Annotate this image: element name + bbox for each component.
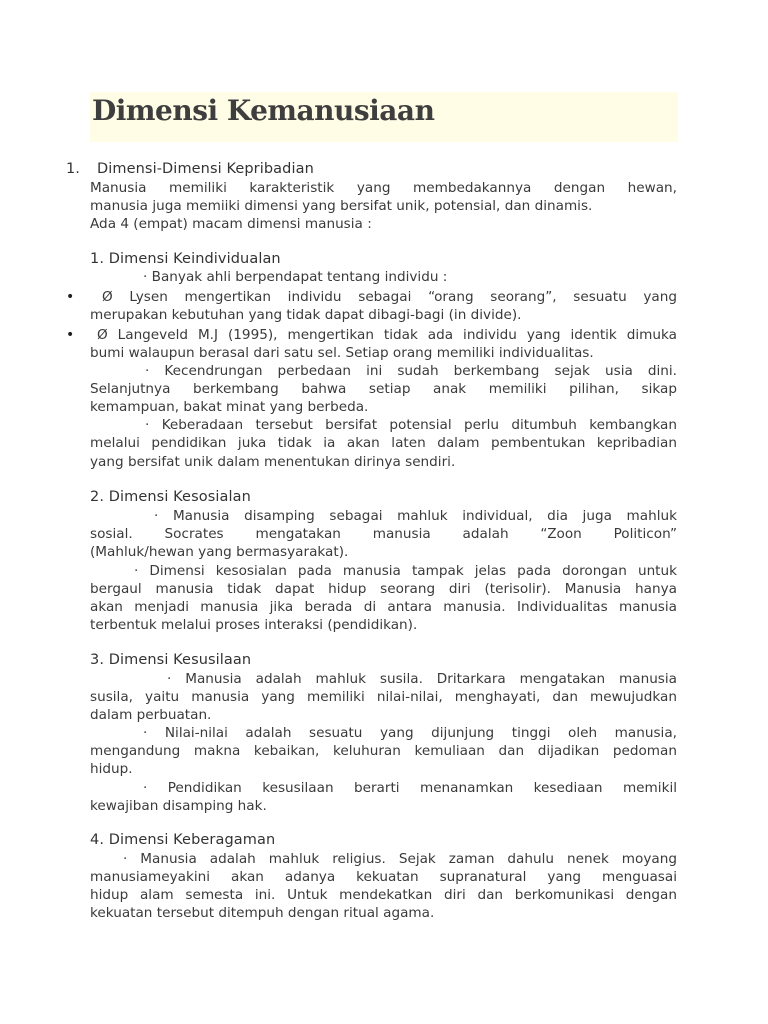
- bullet-line: merupakan kebutuhan yang tidak dapat dibagi-bagi (in divide).: [90, 307, 522, 323]
- paragraph-line: bergaul manusia tidak dapat hidup seorang diri (terisolir). Manusia hanya: [90, 581, 677, 597]
- paragraph-line: · Manusia disamping sebagai mahluk individual, dia juga mahluk: [154, 508, 677, 524]
- paragraph-line: · Manusia adalah mahluk religius. Sejak zaman dahulu nenek moyang: [123, 851, 677, 867]
- subsection-heading: 2. Dimensi Kesosialan: [90, 489, 251, 505]
- paragraph-line: · Keberadaan tersebut bersifat potensial perlu ditumbuh kembangkan: [145, 417, 677, 433]
- intro-line: manusia juga memiiki dimensi yang bersifat unik, potensial, dan dinamis.: [90, 198, 593, 214]
- paragraph-line: kewajiban disamping hak.: [90, 798, 267, 814]
- paragraph-line: kemampuan, bakat minat yang berbeda.: [90, 399, 369, 415]
- paragraph-line: Selanjutnya berkembang bahwa setiap anak memiliki pilihan, sikap: [90, 381, 677, 397]
- paragraph-line: susila, yaitu manusia yang memiliki nilai-nilai, menghayati, dan mewujudkan: [90, 689, 677, 705]
- paragraph-line: sosial. Socrates mengatakan manusia adalah “Zoon Politicon”: [90, 526, 677, 542]
- paragraph-line: · Nilai-nilai adalah sesuatu yang dijunjung tinggi oleh manusia,: [143, 725, 677, 741]
- subsection-heading: 4. Dimensi Keberagaman: [90, 832, 276, 848]
- subsection-heading: 3. Dimensi Kesusilaan: [90, 652, 252, 668]
- paragraph-line: · Manusia adalah mahluk susila. Dritarkara mengatakan manusia: [167, 671, 677, 687]
- paragraph-line: yang bersifat unik dalam menentukan dirinya sendiri.: [90, 454, 456, 470]
- paragraph-line: akan menjadi manusia jika berada di antara manusia. Individualitas manusia: [90, 599, 677, 615]
- intro-line: Manusia memiliki karakteristik yang membedakannya dengan hewan,: [90, 180, 677, 196]
- paragraph-line: · Kecendrungan perbedaan ini sudah berkembang sejak usia dini.: [145, 363, 677, 379]
- section-number: 1.: [66, 161, 80, 177]
- paragraph-line: · Pendidikan kesusilaan berarti menanamkan kesediaan memikil: [143, 780, 677, 796]
- paragraph-line: hidup.: [90, 761, 133, 777]
- paragraph-line: melalui pendidikan juka tidak ia akan laten dalam pembentukan kepribadian: [90, 435, 677, 451]
- paragraph-line: · Banyak ahli berpendapat tentang individu :: [143, 269, 448, 285]
- section-heading: Dimensi-Dimensi Kepribadian: [97, 161, 314, 177]
- paragraph-line: dalam perbuatan.: [90, 707, 212, 723]
- paragraph-line: (Mahluk/hewan yang bermasyarakat).: [90, 544, 349, 560]
- bullet-icon: •: [66, 289, 75, 305]
- paragraph-line: terbentuk melalui proses interaksi (pendidikan).: [90, 617, 418, 633]
- bullet-line: Ø Langeveld M.J (1995), mengertikan tidak ada individu yang identik dimuka: [97, 327, 677, 343]
- bullet-icon: •: [66, 327, 75, 343]
- intro-line: Ada 4 (empat) macam dimensi manusia :: [90, 216, 372, 232]
- paragraph-line: · Dimensi kesosialan pada manusia tampak jelas pada dorongan untuk: [134, 563, 677, 579]
- paragraph-line: hidup alam semesta ini. Untuk mendekatkan diri dan berkomunikasi dengan: [90, 887, 677, 903]
- bullet-line: bumi walaupun berasal dari satu sel. Setiap orang memiliki individualitas.: [90, 345, 594, 361]
- subsection-heading: 1. Dimensi Keindividualan: [90, 251, 281, 267]
- paragraph-line: mengandung makna kebaikan, keluhuran kemuliaan dan dijadikan pedoman: [90, 743, 677, 759]
- page-title: Dimensi Kemanusiaan: [92, 94, 435, 127]
- paragraph-line: manusiameyakini akan adanya kekuatan supranatural yang menguasai: [90, 869, 677, 885]
- paragraph-line: kekuatan tersebut ditempuh dengan ritual agama.: [90, 905, 435, 921]
- bullet-line: Ø Lysen mengertikan individu sebagai “orang seorang”, sesuatu yang: [102, 289, 677, 305]
